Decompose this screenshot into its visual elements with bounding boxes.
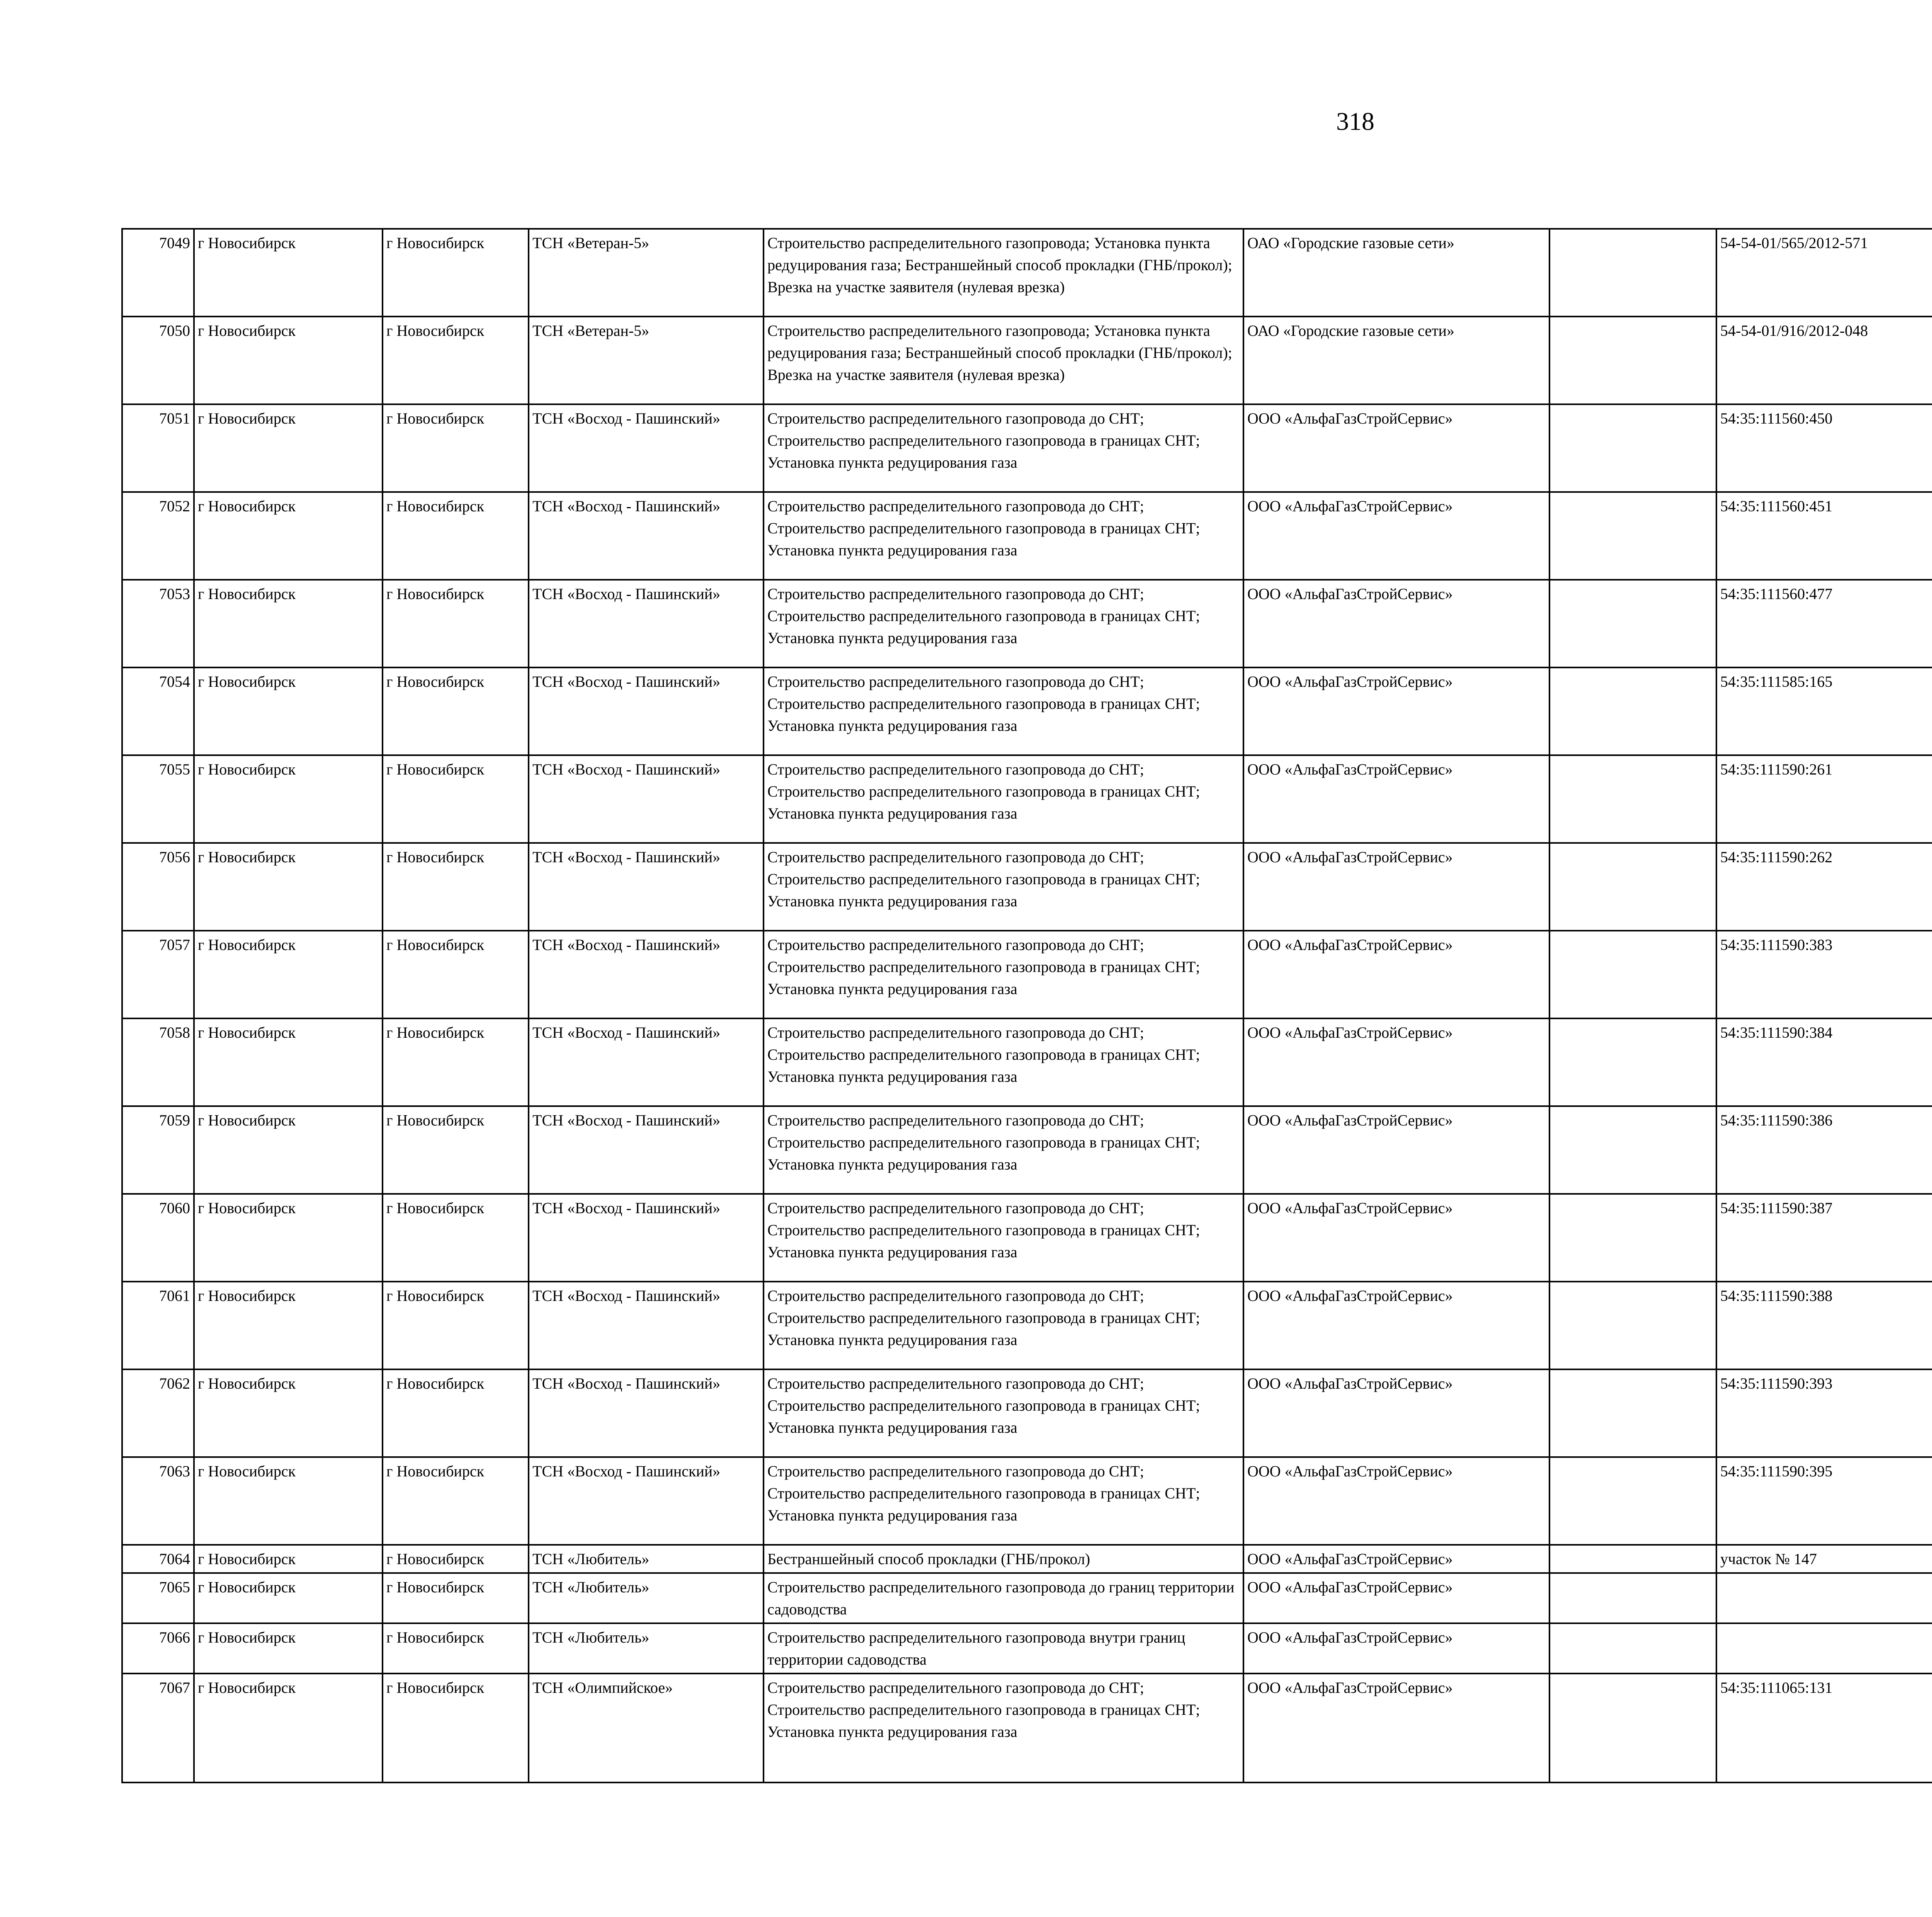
cadastral-number-cell: 54:35:111590:384 <box>1716 1018 1932 1106</box>
district-cell: г Новосибирск <box>194 1545 383 1573</box>
district-cell: г Новосибирск <box>194 1623 383 1674</box>
district-cell: г Новосибирск <box>194 1282 383 1369</box>
empty-cell <box>1549 1018 1716 1106</box>
work-description-cell: Строительство распределительного газопровода до СНТ; Строительство распределительного газопровода в границах СНТ; Установка пункта редуцирования газа <box>764 1106 1243 1194</box>
locality-cell: г Новосибирск <box>383 229 529 317</box>
work-description-cell: Строительство распределительного газопровода до СНТ; Строительство распределительного газопровода в границах СНТ; Установка пункта редуцирования газа <box>764 931 1243 1018</box>
row-number: 7051 <box>122 404 194 492</box>
contractor-cell: ООО «АльфаГазСтройСервис» <box>1243 1194 1549 1282</box>
partnership-cell: ТСН «Восход - Пашинский» <box>529 580 764 667</box>
contractor-cell: ООО «АльфаГазСтройСервис» <box>1243 404 1549 492</box>
table-row <box>122 1369 1932 1457</box>
cadastral-number-cell <box>1716 1573 1932 1623</box>
cadastral-number-cell: 54:35:111590:393 <box>1716 1369 1932 1457</box>
cadastral-number-cell: 54:35:111590:388 <box>1716 1282 1932 1369</box>
locality-cell: г Новосибирск <box>383 1282 529 1369</box>
partnership-cell: ТСН «Восход - Пашинский» <box>529 1106 764 1194</box>
empty-cell <box>1549 1573 1716 1623</box>
empty-cell <box>1549 667 1716 755</box>
cadastral-number-cell: 54:35:111590:387 <box>1716 1194 1932 1282</box>
district-cell: г Новосибирск <box>194 492 383 580</box>
work-description-cell: Бестраншейный способ прокладки (ГНБ/прокол) <box>764 1545 1243 1573</box>
empty-cell <box>1549 1369 1716 1457</box>
district-cell: г Новосибирск <box>194 1018 383 1106</box>
empty-cell <box>1549 843 1716 931</box>
cadastral-number-cell <box>1716 1623 1932 1674</box>
cadastral-number-cell: участок № 147 <box>1716 1545 1932 1573</box>
cadastral-number-cell: 54:35:111560:451 <box>1716 492 1932 580</box>
table-body <box>122 229 1932 1783</box>
partnership-cell: ТСН «Восход - Пашинский» <box>529 1194 764 1282</box>
table-row <box>122 931 1932 1018</box>
cadastral-number-cell: 54:35:111590:386 <box>1716 1106 1932 1194</box>
row-number: 7058 <box>122 1018 194 1106</box>
row-number: 7055 <box>122 755 194 843</box>
contractor-cell: ООО «АльфаГазСтройСервис» <box>1243 1106 1549 1194</box>
locality-cell: г Новосибирск <box>383 1457 529 1545</box>
district-cell: г Новосибирск <box>194 580 383 667</box>
cadastral-number-cell: 54:35:111560:477 <box>1716 580 1932 667</box>
district-cell: г Новосибирск <box>194 1573 383 1623</box>
page-number: 318 <box>1336 107 1374 136</box>
cadastral-number-cell: 54-54-01/916/2012-048 <box>1716 317 1932 404</box>
district-cell: г Новосибирск <box>194 667 383 755</box>
empty-cell <box>1549 1282 1716 1369</box>
contractor-cell: ООО «АльфаГазСтройСервис» <box>1243 667 1549 755</box>
contractor-cell: ООО «АльфаГазСтройСервис» <box>1243 843 1549 931</box>
work-description-cell: Строительство распределительного газопровода; Установка пункта редуцирования газа; Бестраншейный способ прокладки (ГНБ/прокол); Врезка на участке заявителя (нулевая врезка) <box>764 317 1243 404</box>
locality-cell: г Новосибирск <box>383 1194 529 1282</box>
partnership-cell: ТСН «Восход - Пашинский» <box>529 931 764 1018</box>
locality-cell: г Новосибирск <box>383 667 529 755</box>
contractor-cell: ООО «АльфаГазСтройСервис» <box>1243 1282 1549 1369</box>
district-cell: г Новосибирск <box>194 1106 383 1194</box>
contractor-cell: ООО «АльфаГазСтройСервис» <box>1243 931 1549 1018</box>
table-row <box>122 1194 1932 1282</box>
district-cell: г Новосибирск <box>194 931 383 1018</box>
locality-cell: г Новосибирск <box>383 317 529 404</box>
partnership-cell: ТСН «Восход - Пашинский» <box>529 843 764 931</box>
row-number: 7067 <box>122 1674 194 1783</box>
table-row <box>122 843 1932 931</box>
empty-cell <box>1549 1194 1716 1282</box>
district-cell: г Новосибирск <box>194 229 383 317</box>
locality-cell: г Новосибирск <box>383 1106 529 1194</box>
cadastral-number-cell: 54:35:111590:383 <box>1716 931 1932 1018</box>
locality-cell: г Новосибирск <box>383 492 529 580</box>
row-number: 7056 <box>122 843 194 931</box>
work-description-cell: Строительство распределительного газопровода до СНТ; Строительство распределительного газопровода в границах СНТ; Установка пункта редуцирования газа <box>764 667 1243 755</box>
table-row <box>122 1106 1932 1194</box>
cadastral-number-cell: 54-54-01/565/2012-571 <box>1716 229 1932 317</box>
table-row <box>122 1623 1932 1674</box>
table-row <box>122 580 1932 667</box>
empty-cell <box>1549 1674 1716 1783</box>
row-number: 7049 <box>122 229 194 317</box>
work-description-cell: Строительство распределительного газопровода до СНТ; Строительство распределительного газопровода в границах СНТ; Установка пункта редуцирования газа <box>764 492 1243 580</box>
row-number: 7062 <box>122 1369 194 1457</box>
contractor-cell: ООО «АльфаГазСтройСервис» <box>1243 1457 1549 1545</box>
work-description-cell: Строительство распределительного газопровода до СНТ; Строительство распределительного газопровода в границах СНТ; Установка пункта редуцирования газа <box>764 580 1243 667</box>
work-description-cell: Строительство распределительного газопровода до СНТ; Строительство распределительного газопровода в границах СНТ; Установка пункта редуцирования газа <box>764 404 1243 492</box>
table-row <box>122 667 1932 755</box>
work-description-cell: Строительство распределительного газопровода до СНТ; Строительство распределительного газопровода в границах СНТ; Установка пункта редуцирования газа <box>764 1194 1243 1282</box>
work-description-cell: Строительство распределительного газопровода до СНТ; Строительство распределительного газопровода в границах СНТ; Установка пункта редуцирования газа <box>764 1457 1243 1545</box>
partnership-cell: ТСН «Любитель» <box>529 1545 764 1573</box>
partnership-cell: ТСН «Восход - Пашинский» <box>529 755 764 843</box>
row-number: 7050 <box>122 317 194 404</box>
cadastral-number-cell: 54:35:111590:395 <box>1716 1457 1932 1545</box>
empty-cell <box>1549 1106 1716 1194</box>
work-description-cell: Строительство распределительного газопровода до СНТ; Строительство распределительного газопровода в границах СНТ; Установка пункта редуцирования газа <box>764 1282 1243 1369</box>
cadastral-number-cell: 54:35:111585:165 <box>1716 667 1932 755</box>
locality-cell: г Новосибирск <box>383 1623 529 1674</box>
district-cell: г Новосибирск <box>194 1369 383 1457</box>
empty-cell <box>1549 1623 1716 1674</box>
cadastral-number-cell: 54:35:111560:450 <box>1716 404 1932 492</box>
partnership-cell: ТСН «Ветеран-5» <box>529 317 764 404</box>
locality-cell: г Новосибирск <box>383 1674 529 1783</box>
partnership-cell: ТСН «Восход - Пашинский» <box>529 492 764 580</box>
empty-cell <box>1549 492 1716 580</box>
empty-cell <box>1549 1457 1716 1545</box>
locality-cell: г Новосибирск <box>383 1545 529 1573</box>
empty-cell <box>1549 317 1716 404</box>
table-row <box>122 404 1932 492</box>
row-number: 7052 <box>122 492 194 580</box>
contractor-cell: ООО «АльфаГазСтройСервис» <box>1243 1674 1549 1783</box>
partnership-cell: ТСН «Восход - Пашинский» <box>529 1282 764 1369</box>
locality-cell: г Новосибирск <box>383 931 529 1018</box>
row-number: 7066 <box>122 1623 194 1674</box>
contractor-cell: ООО «АльфаГазСтройСервис» <box>1243 580 1549 667</box>
empty-cell <box>1549 580 1716 667</box>
contractor-cell: ООО «АльфаГазСтройСервис» <box>1243 1573 1549 1623</box>
contractor-cell: ОАО «Городские газовые сети» <box>1243 229 1549 317</box>
locality-cell: г Новосибирск <box>383 580 529 667</box>
contractor-cell: ООО «АльфаГазСтройСервис» <box>1243 1369 1549 1457</box>
empty-cell <box>1549 229 1716 317</box>
row-number: 7060 <box>122 1194 194 1282</box>
cadastral-number-cell: 54:35:111590:261 <box>1716 755 1932 843</box>
work-description-cell: Строительство распределительного газопровода до СНТ; Строительство распределительного газопровода в границах СНТ; Установка пункта редуцирования газа <box>764 1369 1243 1457</box>
locality-cell: г Новосибирск <box>383 755 529 843</box>
partnership-cell: ТСН «Ветеран-5» <box>529 229 764 317</box>
district-cell: г Новосибирск <box>194 317 383 404</box>
row-number: 7063 <box>122 1457 194 1545</box>
contractor-cell: ООО «АльфаГазСтройСервис» <box>1243 492 1549 580</box>
work-description-cell: Строительство распределительного газопровода внутри границ территории садоводства <box>764 1623 1243 1674</box>
contractor-cell: ООО «АльфаГазСтройСервис» <box>1243 1018 1549 1106</box>
table-row <box>122 755 1932 843</box>
partnership-cell: ТСН «Восход - Пашинский» <box>529 1018 764 1106</box>
row-number: 7061 <box>122 1282 194 1369</box>
work-description-cell: Строительство распределительного газопровода до границ территории садоводства <box>764 1573 1243 1623</box>
table-row <box>122 229 1932 317</box>
locality-cell: г Новосибирск <box>383 1573 529 1623</box>
contractor-cell: ООО «АльфаГазСтройСервис» <box>1243 1545 1549 1573</box>
row-number: 7064 <box>122 1545 194 1573</box>
work-description-cell: Строительство распределительного газопровода до СНТ; Строительство распределительного газопровода в границах СНТ; Установка пункта редуцирования газа <box>764 843 1243 931</box>
partnership-cell: ТСН «Любитель» <box>529 1623 764 1674</box>
district-cell: г Новосибирск <box>194 843 383 931</box>
empty-cell <box>1549 755 1716 843</box>
contractor-cell: ООО «АльфаГазСтройСервис» <box>1243 1623 1549 1674</box>
empty-cell <box>1549 1545 1716 1573</box>
partnership-cell: ТСН «Восход - Пашинский» <box>529 667 764 755</box>
district-cell: г Новосибирск <box>194 1457 383 1545</box>
table-row <box>122 1282 1932 1369</box>
row-number: 7057 <box>122 931 194 1018</box>
cadastral-number-cell: 54:35:111590:262 <box>1716 843 1932 931</box>
table-row <box>122 1018 1932 1106</box>
table-row <box>122 317 1932 404</box>
cadastral-number-cell: 54:35:111065:131 <box>1716 1674 1932 1783</box>
district-cell: г Новосибирск <box>194 1194 383 1282</box>
partnership-cell: ТСН «Олимпийское» <box>529 1674 764 1783</box>
empty-cell <box>1549 931 1716 1018</box>
work-description-cell: Строительство распределительного газопровода до СНТ; Строительство распределительного газопровода в границах СНТ; Установка пункта редуцирования газа <box>764 755 1243 843</box>
district-cell: г Новосибирск <box>194 404 383 492</box>
partnership-cell: ТСН «Восход - Пашинский» <box>529 1369 764 1457</box>
partnership-cell: ТСН «Восход - Пашинский» <box>529 404 764 492</box>
contractor-cell: ООО «АльфаГазСтройСервис» <box>1243 755 1549 843</box>
table-row <box>122 492 1932 580</box>
district-cell: г Новосибирск <box>194 1674 383 1783</box>
gasification-table <box>121 228 1932 1783</box>
row-number: 7059 <box>122 1106 194 1194</box>
partnership-cell: ТСН «Восход - Пашинский» <box>529 1457 764 1545</box>
locality-cell: г Новосибирск <box>383 404 529 492</box>
locality-cell: г Новосибирск <box>383 843 529 931</box>
row-number: 7065 <box>122 1573 194 1623</box>
table-row <box>122 1545 1932 1573</box>
work-description-cell: Строительство распределительного газопровода; Установка пункта редуцирования газа; Бестраншейный способ прокладки (ГНБ/прокол); Врезка на участке заявителя (нулевая врезка) <box>764 229 1243 317</box>
partnership-cell: ТСН «Любитель» <box>529 1573 764 1623</box>
row-number: 7054 <box>122 667 194 755</box>
row-number: 7053 <box>122 580 194 667</box>
work-description-cell: Строительство распределительного газопровода до СНТ; Строительство распределительного газопровода в границах СНТ; Установка пункта редуцирования газа <box>764 1018 1243 1106</box>
empty-cell <box>1549 404 1716 492</box>
work-description-cell: Строительство распределительного газопровода до СНТ; Строительство распределительного газопровода в границах СНТ; Установка пункта редуцирования газа <box>764 1674 1243 1783</box>
table-row <box>122 1674 1932 1783</box>
district-cell: г Новосибирск <box>194 755 383 843</box>
locality-cell: г Новосибирск <box>383 1018 529 1106</box>
locality-cell: г Новосибирск <box>383 1369 529 1457</box>
table-row <box>122 1457 1932 1545</box>
contractor-cell: ОАО «Городские газовые сети» <box>1243 317 1549 404</box>
table-row <box>122 1573 1932 1623</box>
